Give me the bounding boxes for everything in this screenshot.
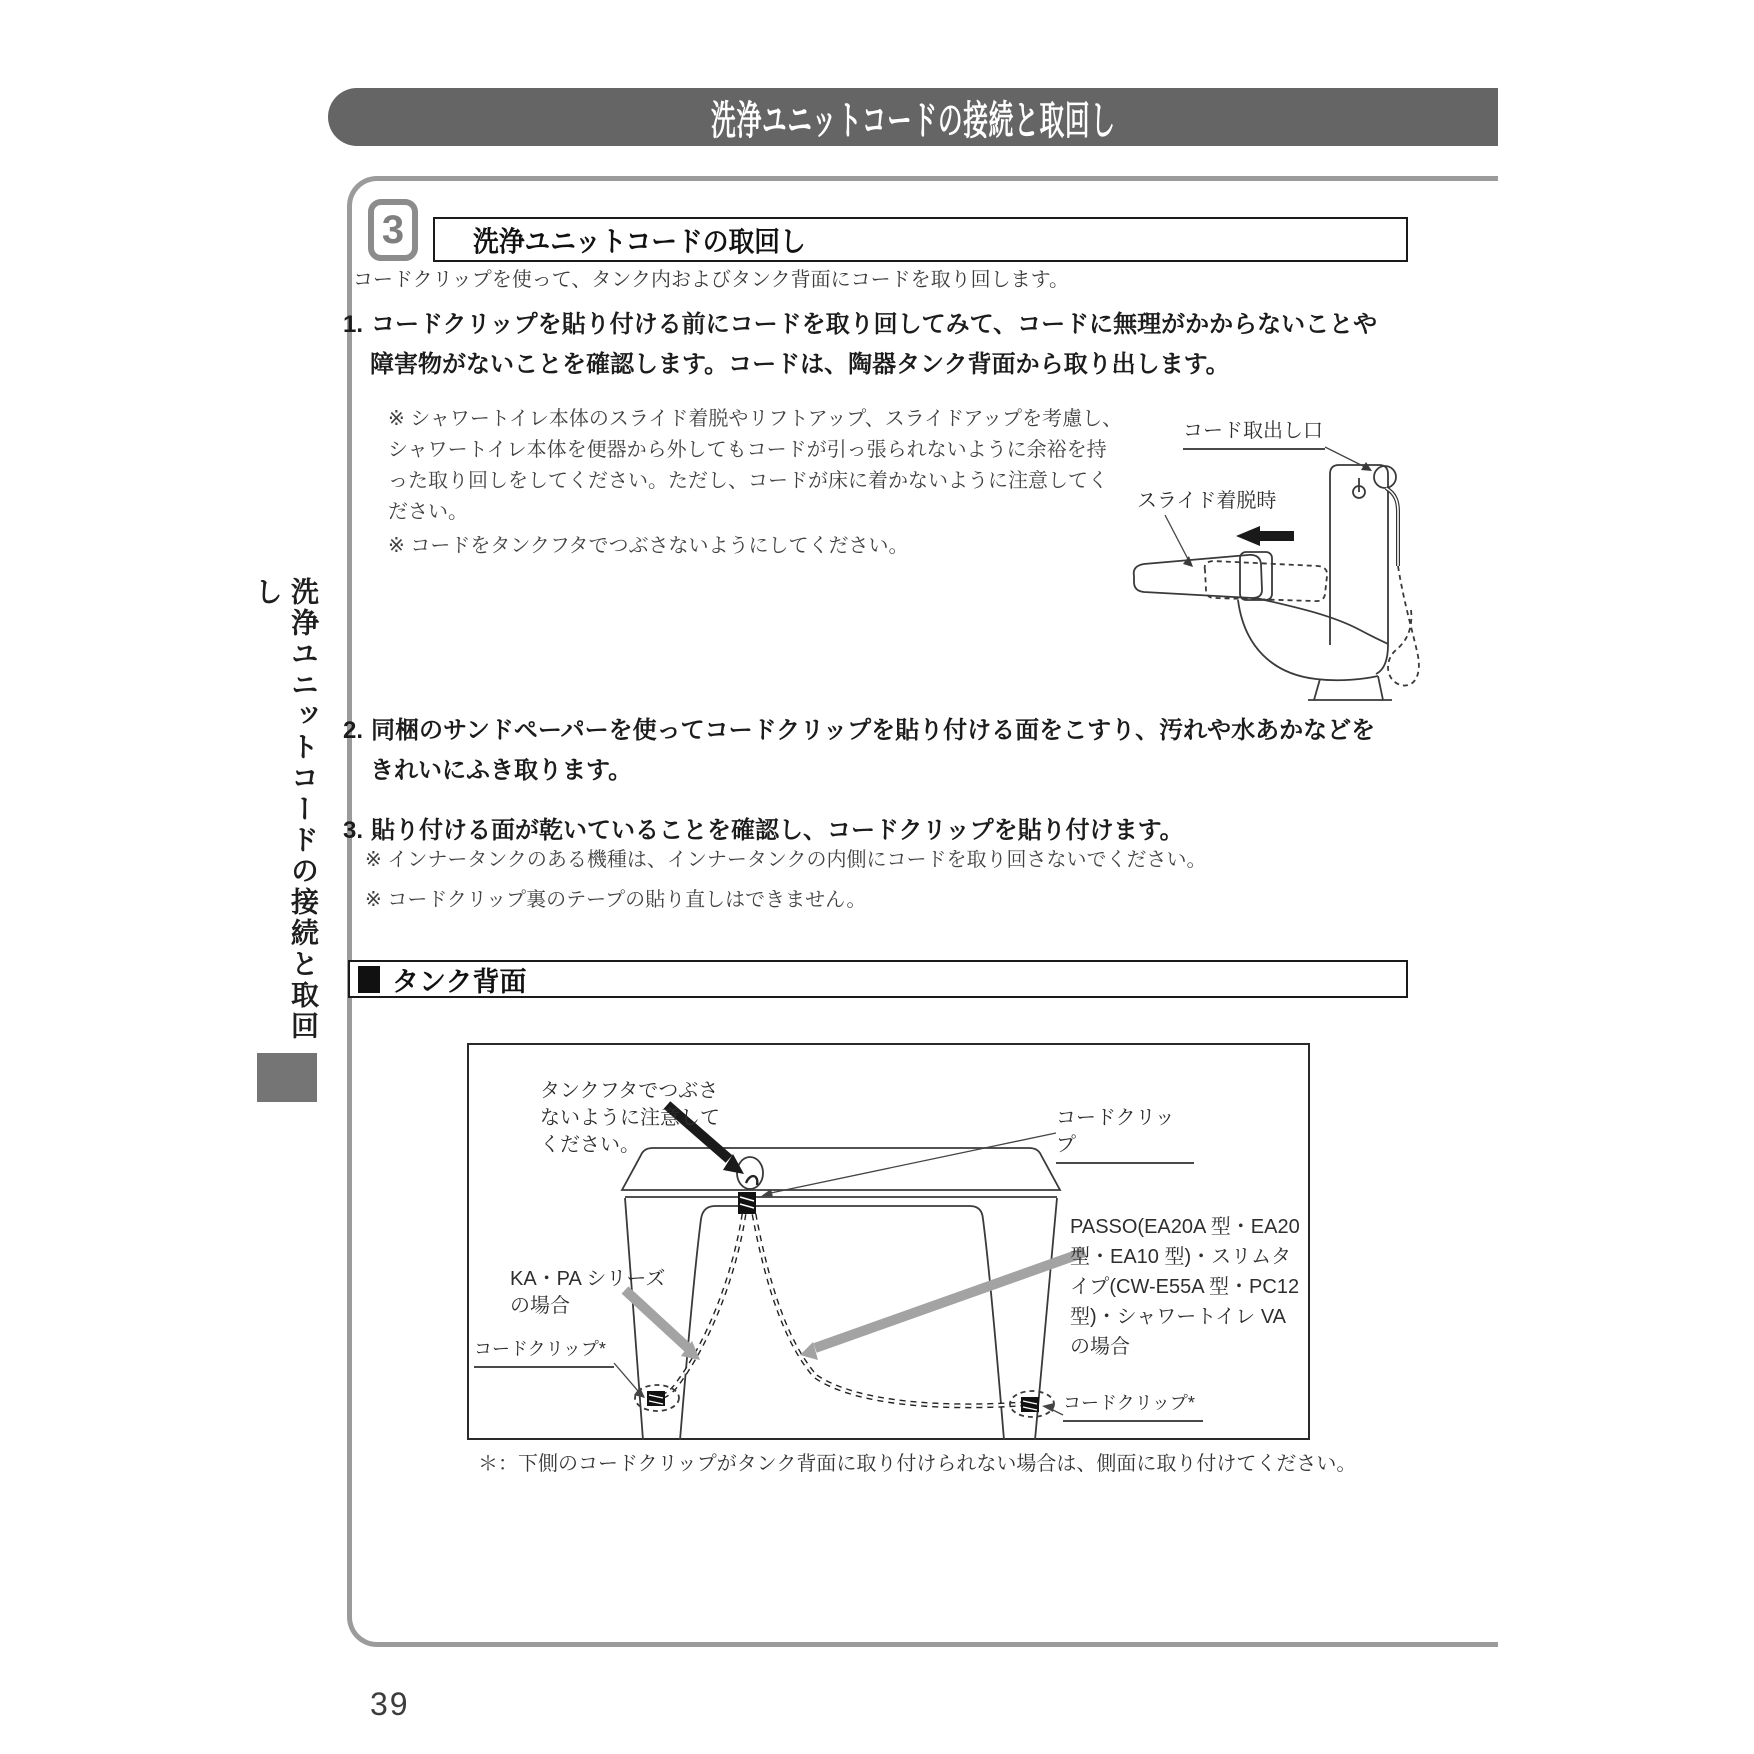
ka-pa-series-label: KA・PA シリーズの場合 <box>510 1268 666 1317</box>
step-1-text: コードクリップを貼り付ける前にコードを取り回してみて、コードに無理がかからないことや障害物がないことを確認します。コードは、陶器タンク背面から取り出します。 <box>370 311 1378 378</box>
section-title: 洗浄ユニットコードの取回し <box>473 225 806 257</box>
cord-clip-top-label: コードクリップ <box>1056 1105 1194 1164</box>
section-number-badge: 3 <box>368 199 418 261</box>
page-number: 39 <box>370 1686 410 1722</box>
tank-lid-warning-label: タンクフタでつぶさないように注意してください。 <box>540 1080 720 1156</box>
diagram-footnote: ＊：下側のコードクリップがタンク背面に取り付けられない場合は、側面に取り付けてください。 <box>478 1453 1357 1475</box>
step-1 <box>343 305 1390 385</box>
section-title-box <box>433 217 1408 262</box>
square-bullet-icon <box>358 966 380 993</box>
step-1-number: 1. <box>343 311 364 338</box>
slide-direction-arrow <box>1236 526 1260 546</box>
step-2-number: 2. <box>343 717 364 744</box>
passo-models-label: PASSO(EA20A 型・EA20 型・EA10 型)・スリムタイプ(CW-E55A 型・PC12 型)・シャワートイレ VA の場合 <box>1070 1216 1300 1358</box>
cord-clip-left-label: コードクリップ* <box>474 1336 614 1368</box>
toilet-side-illustration <box>1120 408 1460 708</box>
slide-attach-label: スライド着脱時 <box>1137 490 1277 512</box>
tank-rear-heading: タンク背面 <box>392 966 527 997</box>
page-title: 洗浄ユニットコードの接続と取回し <box>710 98 1116 143</box>
step-1-note-1: ※ シャワートイレ本体のスライド着脱やリフトアップ、スライドアップを考慮し、シャワートイレ本体を便器から外してもコードが引っ張られないように余裕を持った取り回しをしてください。ただし、コードが床に着かないように注意してください。 <box>388 408 1123 523</box>
sidebar-vertical-label: 洗浄ユニットコードの接続と取回し <box>252 577 319 1042</box>
step-3-number: 3. <box>343 817 364 844</box>
step-3-note-1: ※ インナータンクのある機種は、インナータンクの内側にコードを取り回さないでください。 <box>365 849 1207 871</box>
page-header-bar <box>328 88 1498 146</box>
cord-clip-right-label: コードクリップ* <box>1063 1390 1203 1422</box>
cord-outlet-label: コード取出し口 <box>1183 418 1325 450</box>
tank-rear-heading-box <box>348 960 1408 998</box>
step-3-note-2: ※ コードクリップ裏のテープの貼り直しはできません。 <box>365 889 867 911</box>
leader-arrowhead <box>1183 556 1193 567</box>
step-3-notes <box>365 845 1365 925</box>
step-1-note-2: ※ コードをタンクフタでつぶさないようにしてください。 <box>388 535 909 557</box>
step-2-text: 同梱のサンドペーパーを使ってコードクリップを貼り付ける面をこすり、汚れや水あかなどをきれいにふき取ります。 <box>370 717 1376 784</box>
step-3-text: 貼り付ける面が乾いていることを確認し、コードクリップを貼り付けます。 <box>371 817 1184 844</box>
step-2 <box>343 711 1390 791</box>
section-intro: コードクリップを使って、タンク内およびタンク背面にコードを取り回します。 <box>353 269 1069 291</box>
sidebar-tab-marker <box>257 1053 317 1102</box>
